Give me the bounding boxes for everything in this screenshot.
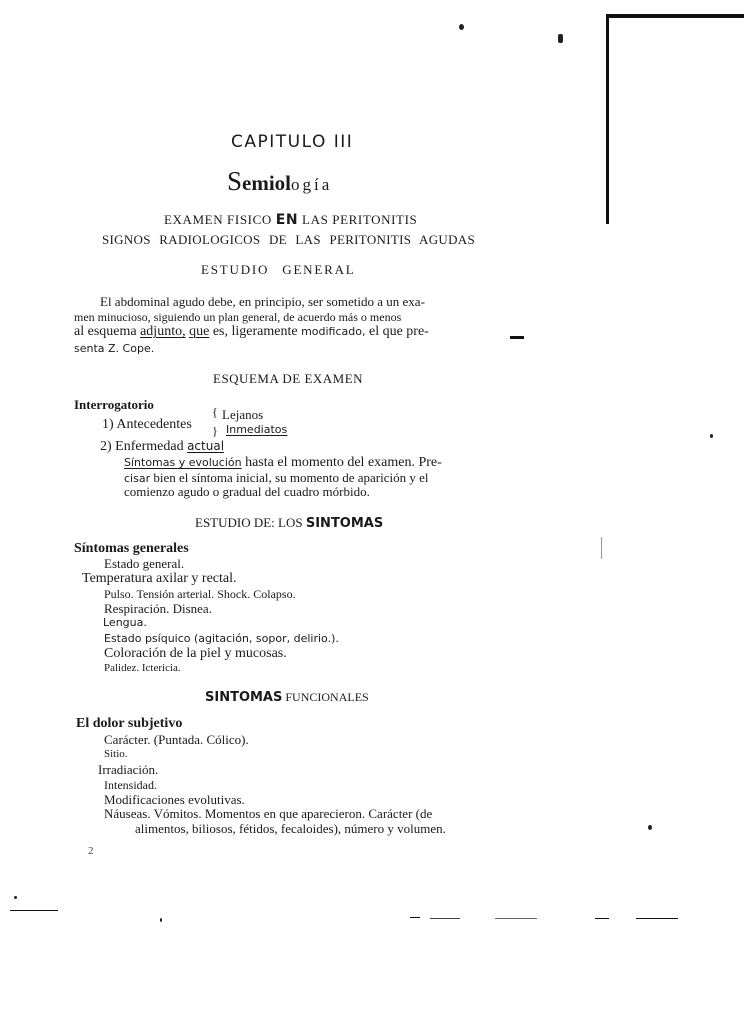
scan-rule xyxy=(410,917,420,918)
scan-rule xyxy=(10,910,58,911)
subheading-estudio-general: ESTUDIO GENERAL xyxy=(201,262,356,277)
sintomas-evolucion: Síntomas y evolución xyxy=(124,456,242,469)
funcionales-title-b: FUNCIONALES xyxy=(285,690,369,704)
list-item: Estado psíquico (agitación, sopor, delirio.). xyxy=(104,632,339,645)
intro-line-3-a: al esquema xyxy=(74,324,137,339)
chapter-title-emiol: emiol xyxy=(242,171,292,195)
list-item: Temperatura axilar y rectal. xyxy=(82,571,237,586)
intro-line-3 xyxy=(74,324,429,340)
intro-line-3-f: el que pre- xyxy=(368,324,429,339)
list-item: Carácter. (Puntada. Cólico). xyxy=(104,732,249,747)
subheading-signos: SIGNOS RADIOLOGICOS DE LAS PERITONITIS AGUDAS xyxy=(102,232,476,247)
lejanos-label: Lejanos xyxy=(222,407,264,422)
brace-mark: } xyxy=(212,424,218,438)
enfermedad-text: 2) Enfermedad xyxy=(100,439,184,454)
inmediatos-label: Inmediatos xyxy=(226,423,288,436)
scan-rule xyxy=(595,918,609,919)
list-item: Pulso. Tensión arterial. Shock. Colapso. xyxy=(104,587,296,601)
comienzo-line: comienzo agudo o gradual del cuadro mórbido. xyxy=(124,484,370,499)
list-item: Modificaciones evolutivas. xyxy=(104,792,245,807)
chapter-title-a: a xyxy=(321,175,330,194)
brace-mark: { xyxy=(212,405,218,419)
sintomas-generales-heading: Síntomas generales xyxy=(74,541,189,556)
scan-speck xyxy=(14,896,17,899)
interrogatorio-heading: Interrogatorio xyxy=(74,397,154,412)
scan-speck xyxy=(459,24,464,30)
chapter-title-o: o xyxy=(291,175,303,194)
list-item: Sitio. xyxy=(104,748,128,760)
list-item: Lengua. xyxy=(103,616,147,629)
chapter-label: CAPITULO III xyxy=(231,132,354,152)
sintomas-section-title xyxy=(195,515,383,531)
scan-speck xyxy=(648,825,652,830)
intro-line-3-d: es, ligeramente xyxy=(212,324,298,339)
intro-que: que xyxy=(189,324,210,339)
scan-rule xyxy=(636,918,678,919)
subheading-examen xyxy=(164,212,417,228)
list-item: alimentos, biliosos, fétidos, fecaloides), número y volumen. xyxy=(135,821,446,836)
subheading-examen-pre: EXAMEN FISICO xyxy=(164,212,272,227)
list-item: Náuseas. Vómitos. Momentos en que aparecieron. Carácter (de xyxy=(104,806,433,821)
list-item: Irradiación. xyxy=(98,762,159,777)
scan-mark xyxy=(510,336,524,339)
subheading-examen-post: LAS PERITONITIS xyxy=(302,212,418,227)
sintomas-title-b: SINTOMAS xyxy=(305,516,384,531)
list-item: Intensidad. xyxy=(104,778,157,792)
enfermedad-label xyxy=(100,439,224,455)
hasta-text: hasta el momento del examen. Pre- xyxy=(245,455,442,470)
chapter-title-g: g xyxy=(302,175,315,194)
scan-speck xyxy=(160,918,162,922)
intro-adjunto: adjunto, xyxy=(140,324,186,339)
funcionales-title-a: SINTOMAS xyxy=(205,690,283,705)
scan-rule xyxy=(430,918,460,919)
chapter-title-i: í xyxy=(314,175,322,194)
antecedentes-label: 1) Antecedentes xyxy=(102,417,192,432)
scan-mark xyxy=(601,537,602,559)
esquema-title: ESQUEMA DE EXAMEN xyxy=(213,371,364,386)
page-number: 2 xyxy=(88,845,94,857)
scan-border-left xyxy=(606,14,609,224)
scan-speck xyxy=(558,34,563,43)
actual-text: actual xyxy=(187,439,225,453)
sintomas-evolucion-line xyxy=(124,455,442,471)
chapter-title xyxy=(227,166,329,197)
intro-line-4: senta Z. Cope. xyxy=(74,342,155,355)
list-item: Palidez. Ictericia. xyxy=(104,662,181,674)
funcionales-title xyxy=(205,690,369,705)
precisar-rest: bien el síntoma inicial, su momento de aparición y el xyxy=(153,470,429,485)
list-item: Respiración. Disnea. xyxy=(104,601,212,616)
dolor-heading: El dolor subjetivo xyxy=(76,716,183,731)
list-item: Coloración de la piel y mucosas. xyxy=(104,646,287,661)
scan-border-top xyxy=(606,14,744,18)
intro-line-1: El abdominal agudo debe, en principio, ser sometido a un exa- xyxy=(100,294,425,309)
intro-line-2: men minucioso, siguiendo un plan general, de acuerdo más o menos xyxy=(74,310,402,324)
scan-rule xyxy=(495,918,537,919)
intro-modificado: modificado, xyxy=(301,325,366,338)
chapter-title-s: S xyxy=(227,166,243,196)
sintomas-title-a: ESTUDIO DE: LOS xyxy=(195,515,303,530)
list-item: Estado general. xyxy=(104,556,185,571)
precisar-text: cisar xyxy=(124,472,151,485)
subheading-examen-en: EN xyxy=(275,212,299,228)
scan-speck xyxy=(710,434,713,438)
